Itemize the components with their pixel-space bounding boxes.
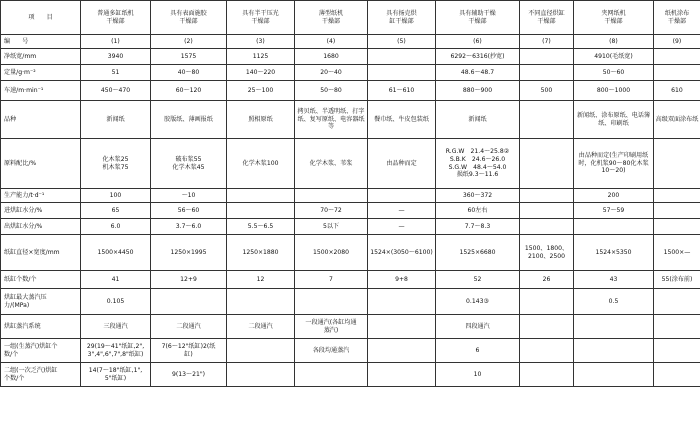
table-cell: [520, 101, 574, 139]
table-cell: 1525×6680: [436, 235, 520, 271]
table-cell: 一段通汽(各缸均通 蒸汽): [295, 315, 368, 339]
table-cell: 1500×4450: [81, 235, 151, 271]
table-cell: 14(7～18"纸缸,1", 5"纸缸): [81, 363, 151, 387]
table-cell: [654, 363, 700, 387]
table-cell: 1524×(3050～6100): [368, 235, 436, 271]
table-cell: 新闻纸: [81, 101, 151, 139]
table-cell: [520, 139, 574, 189]
row-label: 烘缸最大蒸汽压 力/(MPa): [1, 289, 81, 315]
table-cell: [295, 189, 368, 203]
table-cell: [227, 203, 295, 219]
table-cell: [295, 289, 368, 315]
table-row: [1, 139, 700, 189]
table-cell: (9): [654, 35, 700, 49]
table-cell: [227, 289, 295, 315]
table-cell: 50～80: [295, 81, 368, 101]
table-cell: 60～120: [151, 81, 227, 101]
table-cell: 二段通汽: [151, 315, 227, 339]
table-cell: 1500、1800、 2100、2500: [520, 235, 574, 271]
table-row: [1, 271, 700, 289]
table-cell: 12+9: [151, 271, 227, 289]
table-cell: [520, 65, 574, 81]
table-cell: 57～59: [574, 203, 654, 219]
table-cell: [574, 339, 654, 363]
table-cell: 20～40: [295, 65, 368, 81]
table-cell: [654, 219, 700, 235]
table-cell: 26: [520, 271, 574, 289]
table-cell: 高级双面涂布纸: [654, 101, 700, 139]
table-cell: 1500×2080: [295, 235, 368, 271]
table-cell: 0.105: [81, 289, 151, 315]
table-row: [1, 235, 700, 271]
table-cell: 25～100: [227, 81, 295, 101]
table-cell: [654, 289, 700, 315]
table-cell: [574, 363, 654, 387]
table-cell: [368, 189, 436, 203]
table-cell: (5): [368, 35, 436, 49]
row-label: 生产能力/t·d⁻¹: [1, 189, 81, 203]
table-cell: 四段通汽: [436, 315, 520, 339]
row-label: 净纸宽/mm: [1, 49, 81, 65]
table-cell: 各段均通蒸汽: [295, 339, 368, 363]
header-col: 不同直径烘缸 干燥部: [520, 1, 574, 35]
table-cell: (4): [295, 35, 368, 49]
table-cell: [520, 289, 574, 315]
table-cell: 破布浆55 化学木浆45: [151, 139, 227, 189]
row-label: 二组(一次乏汽)烘缸 个数/个: [1, 363, 81, 387]
row-label: 编 号: [1, 35, 81, 49]
table-cell: 60左右: [436, 203, 520, 219]
table-cell: 7.7～8.3: [436, 219, 520, 235]
table-cell: 由品种而定(生产印刷用纸时，化机浆90～80化木浆10～20): [574, 139, 654, 189]
table-cell: 0.143③: [436, 289, 520, 315]
table-cell: 6.0: [81, 219, 151, 235]
header-col: 具有半干压光 干燥部: [227, 1, 295, 35]
table-cell: 500: [520, 81, 574, 101]
table-cell: 0.5: [574, 289, 654, 315]
table-cell: 6292～6316(抄宽): [436, 49, 520, 65]
header-col: 普通多缸纸机 干燥部: [81, 1, 151, 35]
header-col: 夹网纸机 干燥部: [574, 1, 654, 35]
table-cell: 40～80: [151, 65, 227, 81]
header-col: 具有表面施胶 干燥部: [151, 1, 227, 35]
header-col: 纸机涂布 干燥部: [654, 1, 700, 35]
table-cell: (7): [520, 35, 574, 49]
table-cell: [520, 203, 574, 219]
table-cell: 48.6～48.7: [436, 65, 520, 81]
table-cell: (2): [151, 35, 227, 49]
table-cell: 1524×5350: [574, 235, 654, 271]
table-cell: 100: [81, 189, 151, 203]
table-cell: [654, 203, 700, 219]
table-row: [1, 101, 700, 139]
table-cell: [520, 219, 574, 235]
table-cell: [368, 339, 436, 363]
table-cell: [227, 339, 295, 363]
table-row: [1, 81, 700, 101]
table-cell: 1680: [295, 49, 368, 65]
table-cell: 1125: [227, 49, 295, 65]
table-row: [1, 189, 700, 203]
row-label: 出烘缸水分/%: [1, 219, 81, 235]
table-cell: 800～1000: [574, 81, 654, 101]
table-cell: —: [368, 219, 436, 235]
table-cell: 7: [295, 271, 368, 289]
table-cell: 化学木浆、苇浆: [295, 139, 368, 189]
table-cell: [368, 49, 436, 65]
table-cell: 55(涂布前): [654, 271, 700, 289]
table-cell: 70～72: [295, 203, 368, 219]
row-label: 纸缸个数/个: [1, 271, 81, 289]
table-cell: 二段通汽: [227, 315, 295, 339]
table-cell: [654, 65, 700, 81]
table-cell: 由品种而定: [368, 139, 436, 189]
table-cell: R.G.W 21.4～25.8② S.B.K 24.6～26.0 S.G.W 48.4～54.0 损纸9.3～11.6: [436, 139, 520, 189]
table-cell: [295, 363, 368, 387]
table-cell: [520, 49, 574, 65]
table-cell: 29(19～41"纸缸,2", 3",4",6",7",8"纸缸): [81, 339, 151, 363]
table-cell: —: [368, 203, 436, 219]
table-cell: 610: [654, 81, 700, 101]
header-col: 具有扬克烘 缸干燥部: [368, 1, 436, 35]
header-col: 薄型纸机 干燥部: [295, 1, 368, 35]
row-label: 进烘缸水分/%: [1, 203, 81, 219]
row-label: 烘缸蒸汽系统: [1, 315, 81, 339]
table-cell: 新闻纸、涂布原纸、电话簿纸、印刷纸: [574, 101, 654, 139]
table-cell: [227, 189, 295, 203]
table-cell: 化学木浆100: [227, 139, 295, 189]
header-item: 项 目: [1, 1, 81, 35]
table-cell: [520, 189, 574, 203]
table-cell: 56～60: [151, 203, 227, 219]
table-cell: [654, 139, 700, 189]
table-row: [1, 363, 700, 387]
row-label: 定量/g·m⁻²: [1, 65, 81, 81]
table-cell: [520, 315, 574, 339]
table-cell: 1500×—: [654, 235, 700, 271]
table-cell: [227, 363, 295, 387]
table-cell: 41: [81, 271, 151, 289]
table-cell: [368, 363, 436, 387]
table-cell: [151, 289, 227, 315]
table-cell: 餐巾纸、牛皮包装纸: [368, 101, 436, 139]
table-row: [1, 35, 700, 49]
row-label: 车速/m·min⁻¹: [1, 81, 81, 101]
table-cell: 9(13～21"): [151, 363, 227, 387]
table-cell: 43: [574, 271, 654, 289]
table-cell: (6): [436, 35, 520, 49]
table-cell: 新闻纸: [436, 101, 520, 139]
table-cell: 9+8: [368, 271, 436, 289]
row-label: 品种: [1, 101, 81, 139]
table-cell: [368, 315, 436, 339]
table-cell: 7(6～12"纸缸)2(纸 缸): [151, 339, 227, 363]
table-cell: 450～470: [81, 81, 151, 101]
table-cell: 6: [436, 339, 520, 363]
table-cell: 4910(毛纸宽): [574, 49, 654, 65]
table-cell: [368, 289, 436, 315]
table-cell: 360～372: [436, 189, 520, 203]
table-cell: [574, 219, 654, 235]
table-cell: [654, 189, 700, 203]
table-row: [1, 219, 700, 235]
table-cell: (1): [81, 35, 151, 49]
table-cell: 12: [227, 271, 295, 289]
table-row: [1, 289, 700, 315]
table-row: [1, 203, 700, 219]
table-cell: 10: [436, 363, 520, 387]
table-cell: 1575: [151, 49, 227, 65]
table-cell: 3940: [81, 49, 151, 65]
table-cell: [520, 339, 574, 363]
table-row: [1, 49, 700, 65]
table-cell: 1250×1995: [151, 235, 227, 271]
table-cell: 1250×1880: [227, 235, 295, 271]
table-cell: 61～610: [368, 81, 436, 101]
row-label: 纸缸直径×宽度/mm: [1, 235, 81, 271]
table-cell: [654, 339, 700, 363]
table-cell: (8): [574, 35, 654, 49]
table-cell: [368, 65, 436, 81]
table-cell: (3): [227, 35, 295, 49]
table-cell: 化木浆25 机木浆75: [81, 139, 151, 189]
table-cell: 拷贝纸、半透明纸、打字纸、复写原纸、电容器纸等: [295, 101, 368, 139]
table-cell: 65: [81, 203, 151, 219]
table-cell: 50～60: [574, 65, 654, 81]
table-cell: 51: [81, 65, 151, 81]
header-col: 具有辅助干燥 干燥部: [436, 1, 520, 35]
table-cell: 5.5～6.5: [227, 219, 295, 235]
table-cell: [654, 315, 700, 339]
table-cell: 52: [436, 271, 520, 289]
table-cell: 140～220: [227, 65, 295, 81]
table-row: [1, 315, 700, 339]
table-cell: ～10: [151, 189, 227, 203]
table-cell: 三段通汽: [81, 315, 151, 339]
header-row: [1, 1, 700, 35]
table-cell: 照相原纸: [227, 101, 295, 139]
table-cell: 5以下: [295, 219, 368, 235]
table-cell: [574, 315, 654, 339]
table-cell: 3.7～6.0: [151, 219, 227, 235]
table-row: [1, 339, 700, 363]
table-cell: 胶版纸、薄画报纸: [151, 101, 227, 139]
table-cell: [654, 49, 700, 65]
table-cell: 200: [574, 189, 654, 203]
table-cell: [520, 363, 574, 387]
row-label: 原料配比/%: [1, 139, 81, 189]
row-label: 一组(生蒸汽)烘缸个 数/个: [1, 339, 81, 363]
table-body: [1, 35, 700, 387]
table-row: [1, 65, 700, 81]
table-cell: 880～900: [436, 81, 520, 101]
